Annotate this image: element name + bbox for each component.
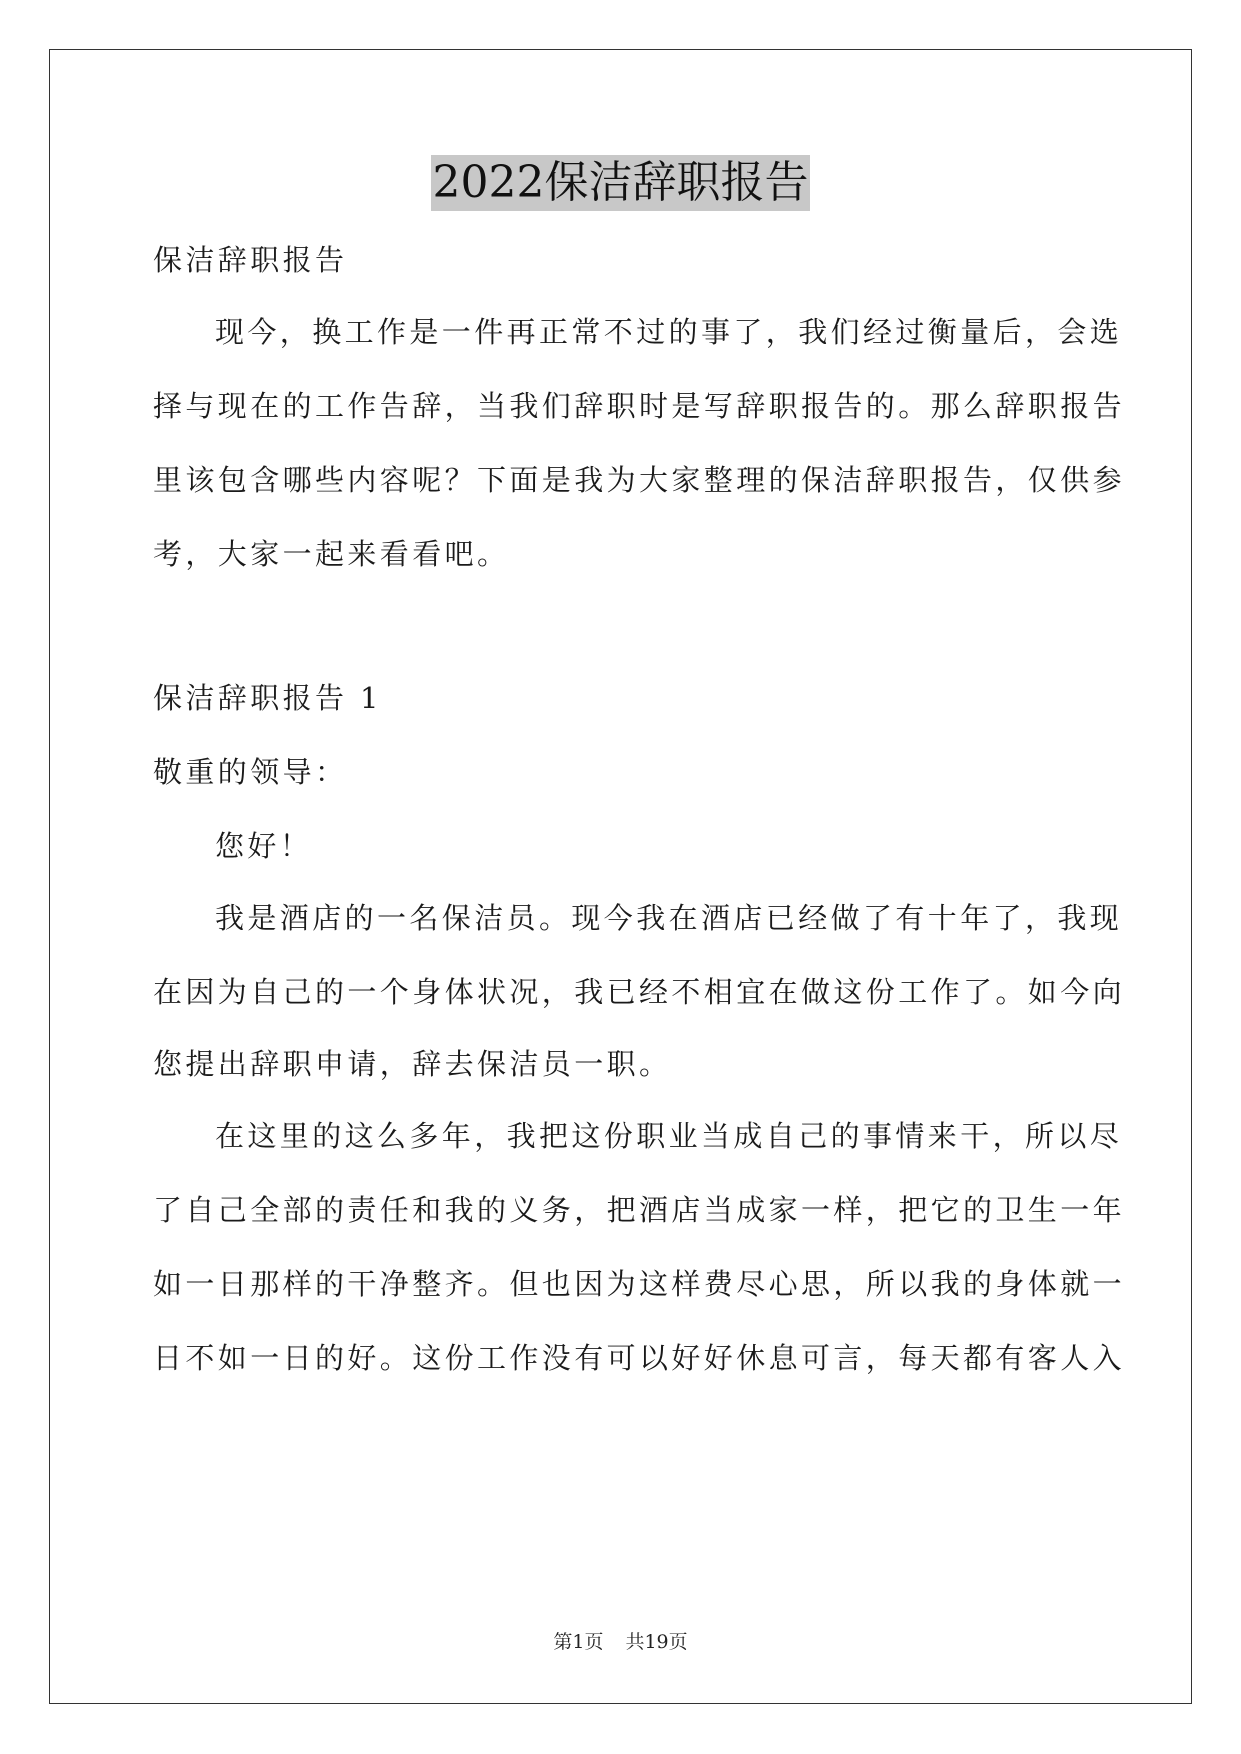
intro-line: 考，大家一起来看看吧。 [153,537,510,571]
section-title: 保洁辞职报告 1 [153,681,382,715]
paragraph-2-line: 如一日那样的干净整齐。但也因为这样费尽心思，所以我的身体就一 [153,1267,1126,1301]
page-footer [0,1630,1241,1654]
intro-line: 择与现在的工作告辞，当我们辞职时是写辞职报告的。那么辞职报告 [153,389,1126,423]
document-title: 2022保洁辞职报告 [431,155,811,211]
page-border [49,49,1192,1704]
paragraph-2-line: 在这里的这么多年，我把这份职业当成自己的事情来干，所以尽 [215,1119,1123,1153]
greeting: 您好！ [215,829,313,863]
salutation: 敬重的领导： [153,755,348,789]
paragraph-1-line: 您提出辞职申请，辞去保洁员一职。 [153,1047,672,1081]
paragraph-2-line: 了自己全部的责任和我的义务，把酒店当成家一样，把它的卫生一年 [153,1193,1126,1227]
paragraph-1-line: 在因为自己的一个身体状况，我已经不相宜在做这份工作了。如今向 [153,975,1126,1009]
paragraph-1-line: 我是酒店的一名保洁员。现今我在酒店已经做了有十年了，我现 [215,901,1123,935]
title-wrap [0,155,1241,211]
page-total: 共19页 [625,1631,688,1653]
intro-line: 里该包含哪些内容呢？下面是我为大家整理的保洁辞职报告，仅供参 [153,463,1126,497]
intro-line: 现今，换工作是一件再正常不过的事了，我们经过衡量后，会选 [215,315,1123,349]
heading-label: 保洁辞职报告 [153,243,348,277]
paragraph-2-line: 日不如一日的好。这份工作没有可以好好休息可言，每天都有客人入 [153,1341,1126,1375]
page-number: 第1页 [553,1631,604,1653]
